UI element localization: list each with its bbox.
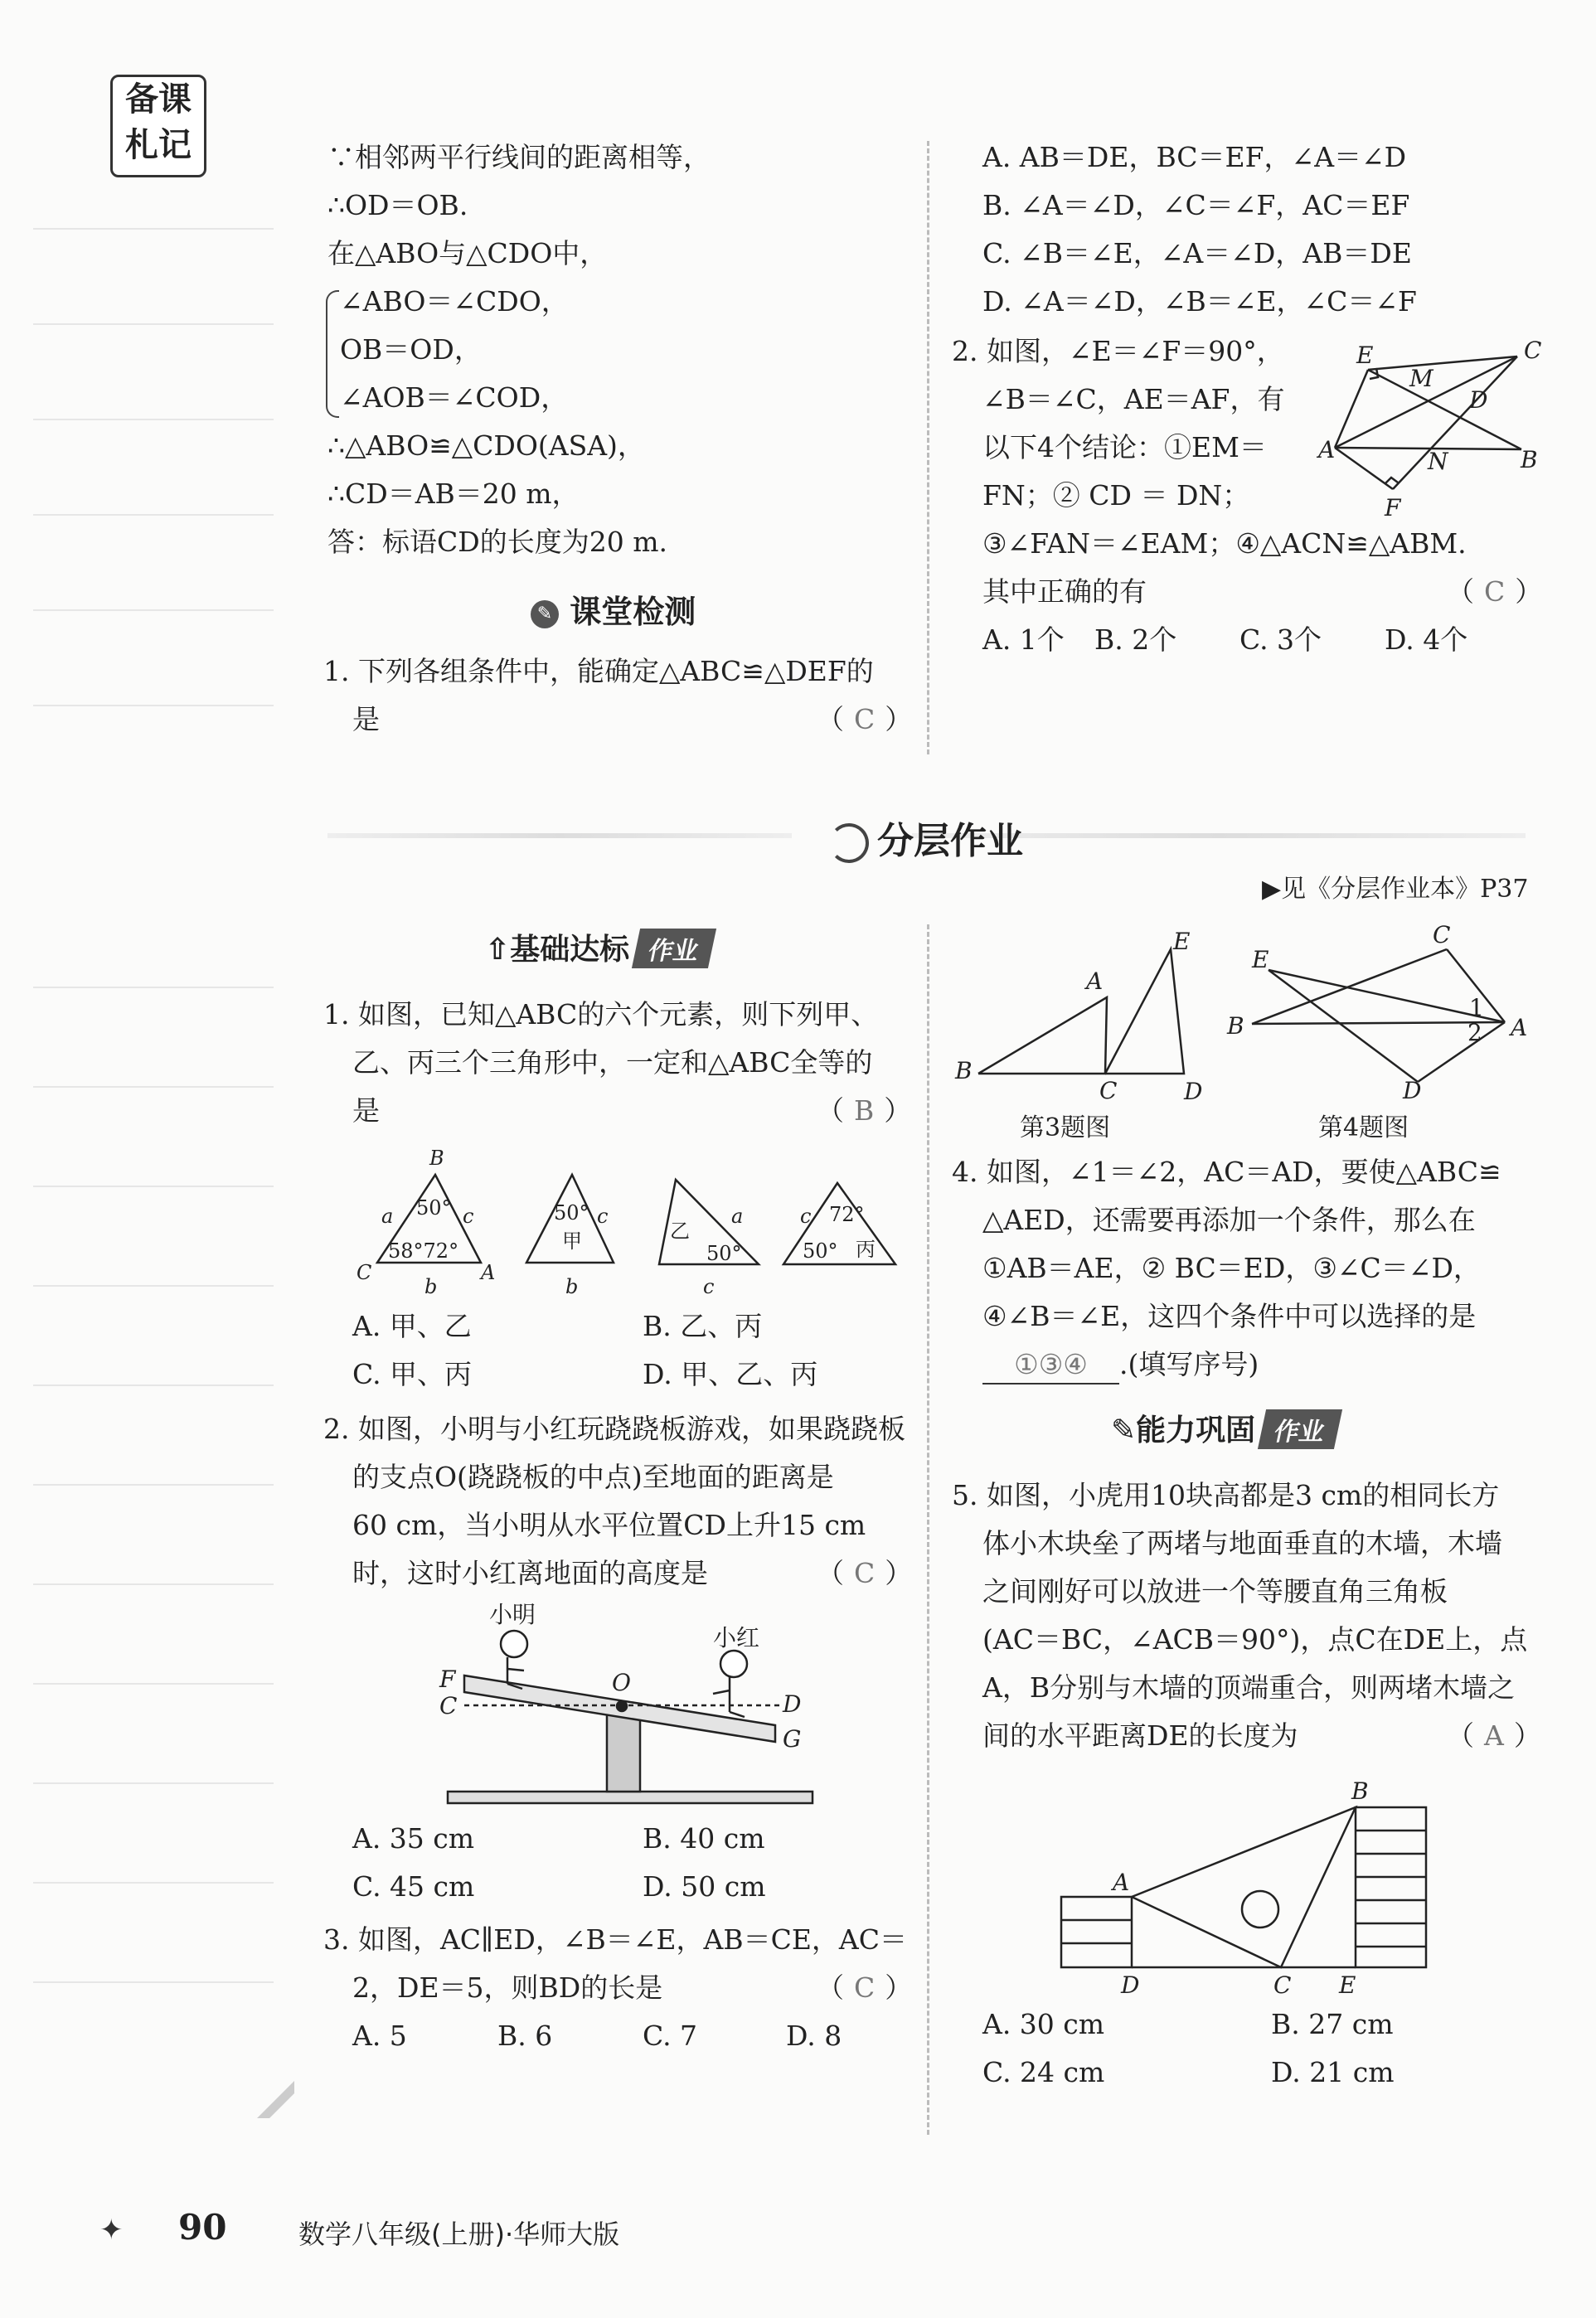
- seesaw-label: D: [783, 1690, 802, 1718]
- answer-bracket: （ C ）: [817, 1557, 913, 1589]
- homework-reference-text: 见《分层作业本》P37: [1281, 875, 1529, 904]
- answer-value: B: [854, 1094, 875, 1127]
- fig3-caption: 第3题图: [1020, 1113, 1111, 1142]
- question-1-stem: 乙、丙三个三角形中，一定和△ABC全等的: [352, 1046, 873, 1079]
- proof-line: ∴OD＝OB.: [327, 189, 468, 221]
- question-2-stem: 的支点O(跷跷板的中点)至地面的距离是: [352, 1461, 834, 1493]
- banner-title: [829, 811, 1023, 864]
- tri-label: 50°: [706, 1242, 742, 1265]
- question-5-stem: 体小木块垒了两堵与地面垂直的木墙，木墙: [982, 1527, 1502, 1559]
- tri-label: 50°: [554, 1201, 589, 1224]
- answer-value: C: [854, 703, 876, 735]
- column-divider-bottom: [927, 924, 929, 2135]
- choice: D. 21 cm: [1271, 2056, 1395, 2088]
- check-icon: ✎: [531, 600, 559, 628]
- tri-label: 50°: [803, 1239, 838, 1263]
- layered-homework-icon: [829, 823, 869, 863]
- bookmark-icon: ✦: [99, 2214, 124, 2247]
- answer-value: C: [854, 1971, 876, 2004]
- notes-corner-tag: [110, 75, 206, 177]
- question-5-stem: A，B分别与木墙的顶端重合，则两堵木墙之: [982, 1671, 1516, 1704]
- corner-tag-line2: 札记: [125, 126, 192, 164]
- xiaohong-head: [720, 1651, 747, 1677]
- xiaohong-body: [713, 1677, 745, 1717]
- question-2-stem: FN；② CD ＝ DN；: [982, 479, 1250, 512]
- question-2-stem: 时，这时小红离地面的高度是: [352, 1557, 708, 1589]
- question-2-stem: ③∠FAN＝∠EAM；④△ACN≌△ABM.: [982, 527, 1467, 560]
- bracket-open: （: [817, 703, 844, 735]
- option: D. ∠A＝∠D，∠B＝∠E，∠C＝∠F: [982, 285, 1417, 318]
- brace: [326, 290, 339, 418]
- answer-bracket: （ A ）: [1447, 1719, 1541, 1752]
- option: A. AB＝DE，BC＝EF，∠A＝∠D: [982, 141, 1407, 173]
- tri-label: 72°: [829, 1203, 865, 1226]
- figure-q4: [1219, 921, 1542, 1104]
- tri-label: c: [597, 1205, 609, 1228]
- section-title-text: 能力巩固: [1136, 1414, 1256, 1448]
- question-5-stem: 之间刚好可以放进一个等腰直角三角板: [982, 1575, 1448, 1608]
- fig5-label: C: [1273, 1971, 1292, 1999]
- answer-value: A: [1484, 1719, 1504, 1752]
- left-wall: [1061, 1897, 1132, 1967]
- triangle-ecd-fig3: [1105, 949, 1184, 1074]
- fig4-label: 2: [1467, 1019, 1482, 1046]
- choice: C. 甲、丙: [352, 1358, 473, 1390]
- tri-label: b: [424, 1275, 438, 1298]
- banner-rule-left: [327, 833, 792, 838]
- figure-q1-triangles: [348, 1140, 912, 1310]
- question-4-stem: △AED，还需要再添加一个条件，那么在: [982, 1204, 1476, 1236]
- tri-label: 甲: [562, 1229, 582, 1253]
- right-angle-mark: [1385, 478, 1398, 484]
- choice: B. 乙、丙: [643, 1310, 763, 1342]
- question-3-stem: 3. 如图，AC∥ED，∠B＝∠E，AB＝CE，AC＝: [323, 1923, 907, 1956]
- triangle-abc-fig3: [978, 997, 1107, 1074]
- fill-suffix: .(填写序号): [1119, 1348, 1259, 1380]
- question-2-stem: 2. 如图，小明与小红玩跷跷板游戏，如果跷跷板: [323, 1413, 905, 1445]
- fig4-label: C: [1433, 921, 1451, 948]
- fig4-caption: 第4题图: [1318, 1113, 1409, 1142]
- column-divider-top: [927, 141, 929, 754]
- tri-label: a: [731, 1205, 744, 1228]
- choice: A. 甲、乙: [352, 1310, 472, 1342]
- fig-label: B: [1521, 446, 1538, 473]
- tri-label: B: [429, 1147, 444, 1170]
- seesaw-label: 小明: [489, 1601, 536, 1628]
- choice: B. 40 cm: [643, 1822, 765, 1855]
- set-square: [1132, 1807, 1356, 1967]
- question-3-stem: 2，DE＝5，则BD的长是: [352, 1971, 663, 2004]
- tri-label: 乙: [670, 1220, 690, 1243]
- choice: A. 30 cm: [982, 2008, 1105, 2040]
- fig3-label: E: [1173, 928, 1191, 955]
- proof-line: ∴CD＝AB＝20 m，: [327, 478, 580, 510]
- option: B. ∠A＝∠D，∠C＝∠F，AC＝EF: [982, 189, 1410, 221]
- question-4-stem: 4. 如图，∠1＝∠2，AC＝AD，要使△ABC≌: [952, 1156, 1501, 1188]
- fig3-label: B: [955, 1057, 973, 1084]
- homework-reference: ▶见《分层作业本》P37: [1262, 875, 1529, 904]
- choice: B. 6: [497, 2020, 553, 2052]
- fig4-label: 1: [1469, 994, 1484, 1021]
- answer-value: C: [854, 1557, 876, 1589]
- corner-tag-line1: 备课: [125, 80, 192, 119]
- fulcrum-post: [607, 1709, 640, 1792]
- fig-line: [1335, 370, 1368, 448]
- fig4-label: B: [1227, 1012, 1244, 1040]
- fig3-label: D: [1184, 1078, 1203, 1105]
- question-2-stem: 60 cm，当小明从水平位置CD上升15 cm: [352, 1509, 866, 1541]
- choice: C. 45 cm: [352, 1870, 475, 1903]
- choice: A. 35 cm: [352, 1822, 475, 1855]
- section-title-text: 课堂检测: [570, 594, 696, 630]
- choice: D. 8: [786, 2020, 842, 2052]
- choice: B. 27 cm: [1271, 2008, 1394, 2040]
- answer-value: C: [1484, 575, 1506, 608]
- choice: B. 2个: [1094, 623, 1177, 656]
- fig4-label: A: [1511, 1014, 1528, 1041]
- answer-bracket: [817, 701, 912, 738]
- fig3-label: A: [1086, 967, 1104, 995]
- tri-label: A: [481, 1261, 496, 1284]
- ground: [448, 1792, 813, 1803]
- fig5-label: A: [1113, 1869, 1130, 1896]
- choice: C. 3个: [1239, 623, 1322, 656]
- tri-label: C: [357, 1261, 372, 1284]
- proof-line: ∴△ABO≌△CDO(ASA)，: [327, 429, 645, 462]
- fig-label: A: [1318, 436, 1336, 463]
- xiaoming-head: [501, 1631, 527, 1657]
- tri-label: c: [800, 1205, 812, 1228]
- question-4-fill: [982, 1346, 1259, 1384]
- question-1-stem: 1. 如图，已知△ABC的六个元素，则下列甲、: [323, 998, 879, 1030]
- question-4-stem: ①AB＝AE，② BC＝ED，③∠C＝∠D，: [982, 1252, 1481, 1284]
- figure-q5: [1053, 1774, 1451, 2006]
- choice: D. 甲、乙、丙: [643, 1358, 818, 1390]
- question-5-stem: 间的水平距离DE的长度为: [982, 1719, 1298, 1752]
- fig-label: F: [1385, 494, 1401, 521]
- tri-label: 丙: [856, 1238, 876, 1261]
- proof-line: 在△ABO与△CDO中，: [327, 237, 608, 269]
- arrow-up-icon: ⇧: [485, 933, 511, 967]
- option: C. ∠B＝∠E，∠A＝∠D，AB＝DE: [982, 237, 1412, 269]
- section-title-basic: [485, 926, 712, 968]
- seesaw-label: F: [439, 1666, 456, 1693]
- tri-label: c: [703, 1275, 715, 1298]
- proof-line: ∠ABO＝∠CDO，: [340, 285, 569, 318]
- proof-line: ∵相邻两平行线间的距离相等，: [327, 141, 711, 173]
- question-1-stem: 是: [352, 703, 380, 735]
- fig3-label: C: [1099, 1077, 1118, 1104]
- figure-q3: [953, 924, 1202, 1104]
- choice: D. 50 cm: [643, 1870, 766, 1903]
- tri-label: b: [565, 1275, 579, 1298]
- banner-title-text: 分层作业: [877, 820, 1023, 862]
- tri-label: 50°: [416, 1196, 452, 1220]
- choice: A. 1个: [982, 623, 1065, 656]
- fig4-label: D: [1403, 1077, 1422, 1104]
- fig-label: D: [1469, 386, 1488, 414]
- leaf-icon: ✎: [1111, 1414, 1137, 1448]
- set-square-hole: [1242, 1891, 1278, 1928]
- homework-badge: 作业: [1258, 1409, 1342, 1449]
- answer-bracket: （ C ）: [1447, 575, 1543, 608]
- fig5-label: B: [1351, 1777, 1369, 1805]
- question-2-stem: ∠B＝∠C，AE＝AF，有: [982, 383, 1285, 415]
- section-title-text: 基础达标: [510, 933, 630, 967]
- fig-label: N: [1428, 448, 1448, 475]
- seesaw-label: O: [612, 1669, 631, 1696]
- seesaw-label: C: [439, 1692, 458, 1719]
- tri-label: a: [381, 1205, 394, 1228]
- question-1-stem: 是: [352, 1094, 380, 1127]
- proof-line: 答：标语CD的长度为20 m.: [327, 526, 667, 558]
- figure-seesaw: [431, 1601, 829, 1816]
- page-number: 90: [178, 2207, 227, 2248]
- section-title-class-check: [531, 586, 696, 632]
- section-title-ability: [1111, 1407, 1338, 1449]
- pivot-o: [617, 1701, 627, 1711]
- homework-badge: 作业: [632, 929, 716, 968]
- fig5-label: E: [1339, 1971, 1356, 1999]
- choice: C. 7: [643, 2020, 698, 2052]
- fig5-label: D: [1121, 1971, 1140, 1999]
- answer-blank: ①③④: [982, 1346, 1119, 1384]
- fig-line: [1368, 370, 1521, 449]
- corner-decoration-icon: [249, 2073, 298, 2122]
- bracket-close: ）: [885, 703, 913, 735]
- question-2-stem: 以下4个结论：①EM＝: [982, 431, 1267, 463]
- fig4-label: E: [1252, 946, 1269, 973]
- tri-label: c: [463, 1205, 474, 1228]
- question-5-stem: 5. 如图，小虎用10块高都是3 cm的相同长方: [952, 1479, 1500, 1511]
- answer-bracket: （ B ）: [817, 1094, 912, 1127]
- seesaw-label: 小红: [713, 1624, 760, 1651]
- fig-label: M: [1409, 365, 1433, 392]
- question-2-stem: 其中正确的有: [982, 575, 1147, 608]
- seesaw-label: G: [783, 1725, 802, 1753]
- proof-line: ∠AOB＝∠COD，: [340, 381, 569, 414]
- book-title: 数学八年级(上册)·华师大版: [298, 2219, 620, 2250]
- choice: D. 4个: [1385, 623, 1468, 656]
- question-2-stem: 2. 如图，∠E＝∠F＝90°，: [952, 335, 1284, 367]
- question-1-stem: 1. 下列各组条件中，能确定△ABC≌△DEF的: [323, 655, 874, 687]
- fig4-line: [1252, 949, 1447, 1024]
- fig-label: C: [1524, 337, 1542, 364]
- fig-line: [1335, 448, 1393, 489]
- choice: A. 5: [352, 2020, 407, 2052]
- proof-line: OB＝OD，: [340, 333, 482, 366]
- fig-label: E: [1356, 342, 1374, 369]
- fig4-line: [1418, 1022, 1505, 1082]
- question-5-stem: (AC＝BC，∠ACB＝90°)，点C在DE上，点: [982, 1623, 1528, 1656]
- tri-label: 58°72°: [388, 1239, 459, 1263]
- answer-bracket: （ C ）: [817, 1971, 913, 2004]
- question-4-stem: ④∠B＝∠E，这四个条件中可以选择的是: [982, 1300, 1477, 1332]
- choice: C. 24 cm: [982, 2056, 1105, 2088]
- figure-q2: [1318, 332, 1550, 522]
